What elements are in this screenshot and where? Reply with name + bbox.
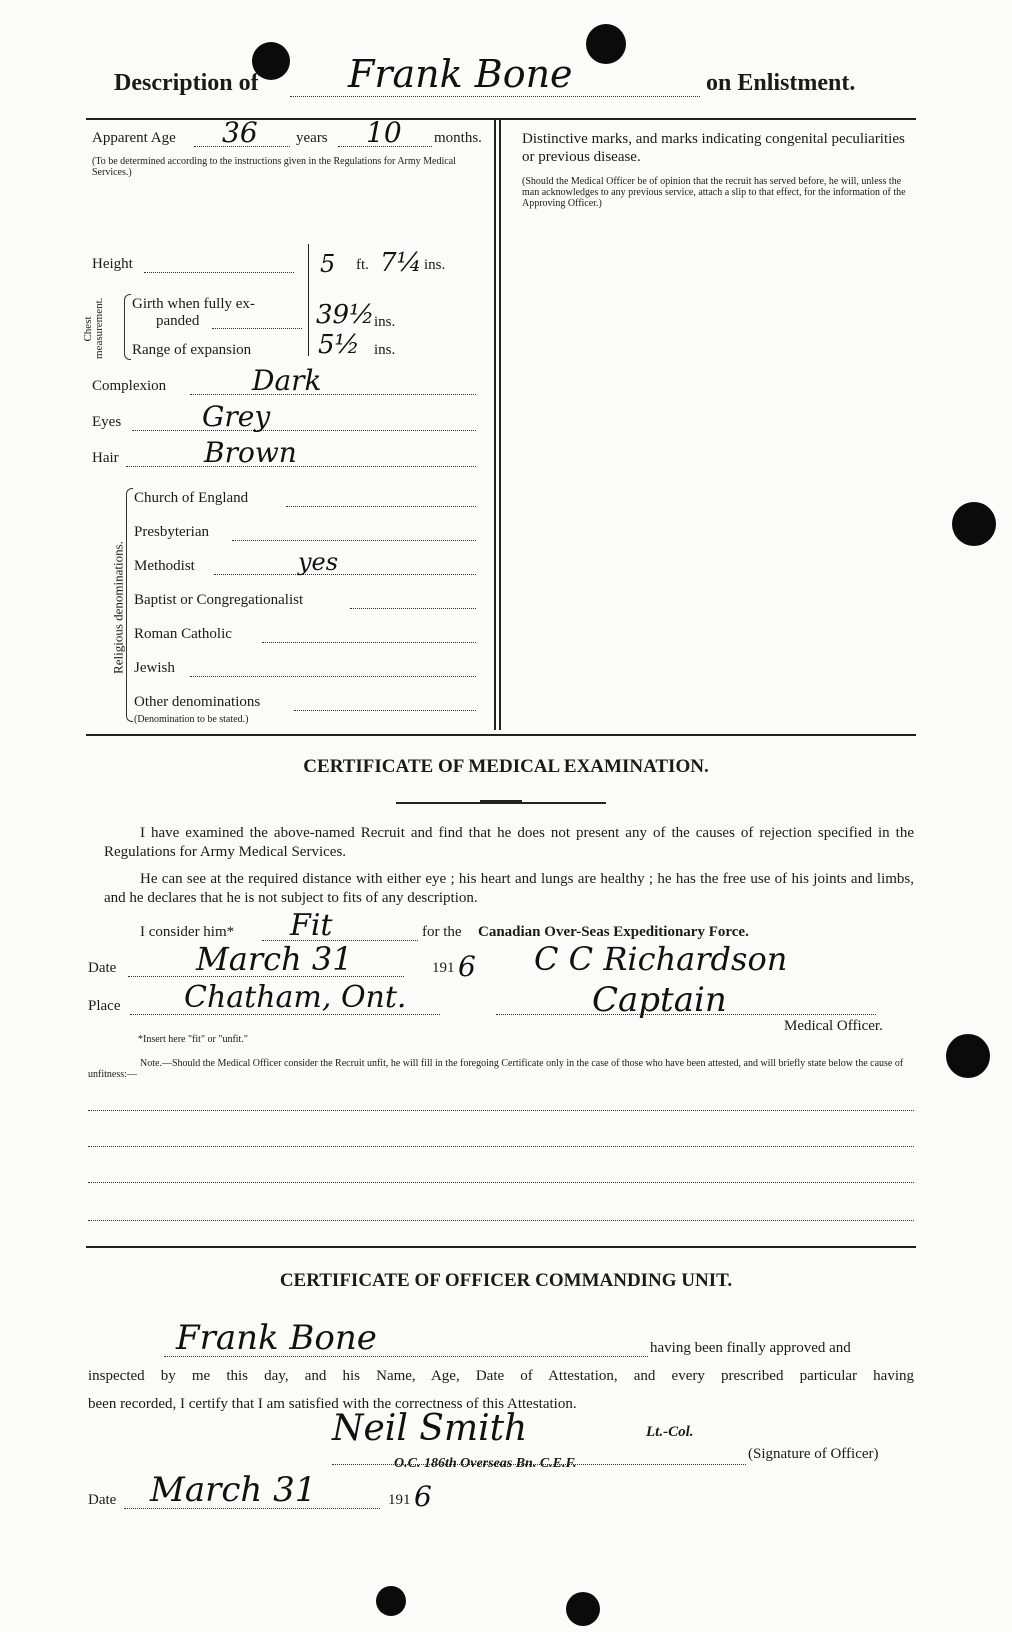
title-prefix: Description of [114,70,259,96]
description-bottom-rule [86,734,916,736]
medical-para-1: I have examined the above-named Recruit and find that he does not present any of the causes of rejection specified in the Regulations for Army Medical Services. [104,825,914,860]
punch-hole-bottom-left [376,1586,406,1616]
age-note: (To be determined according to the instructions given in the Regulations for Army Medical Services.) [92,156,456,178]
unfitness-line-2 [88,1146,914,1147]
jewish-line [190,676,476,677]
punch-hole-bottom-right [566,1592,600,1626]
unfitness-note: Note.—Should the Medical Officer consider the Recruit unfit, he will fill in the foregoing Certificate only in the case of those who have been attested, and will briefly state below the cause of unfitness:— [88,1058,904,1080]
eyes-line [132,430,476,431]
commanding-text-3: been recorded, I certify that I am satisfied with the correctness of this Attestation. [88,1396,577,1412]
measure-column-rule [308,244,309,356]
punch-hole-right-upper [952,502,996,546]
expansion-label: Range of expansion [132,342,252,358]
eyes-label: Eyes [92,414,122,430]
girth-unit: ins. [374,314,396,330]
denomination-other-note: (Denomination to be stated.) [134,714,249,725]
title-name-line [290,96,700,97]
place-label: Place [88,998,121,1014]
medical-year-prefix: 191 [432,960,455,976]
hair-label: Hair [92,450,119,466]
age-months-value: 10 [366,116,402,149]
denomination-jewish: Jewish [134,660,175,676]
commanding-year-digit: 6 [414,1480,432,1513]
height-line [144,272,294,273]
methodist-line [214,574,476,575]
commanding-stamp: O.C. 186th Overseas Bn. C.E.F. [394,1456,577,1471]
top-rule [86,118,916,120]
religious-denominations-label: Religious denominations. [110,541,126,674]
methodist-value: yes [298,548,339,576]
middle-divider-b [499,120,501,730]
girth-line [212,328,302,329]
punch-hole-right-lower [946,1034,990,1078]
medical-heading-rule-mark [480,800,522,804]
complexion-label: Complexion [92,378,167,394]
hair-line [126,466,476,467]
girth-value: 39½ [316,300,375,330]
punch-hole-top-right [586,24,626,64]
medical-bottom-rule [86,1246,916,1248]
religion-brace [126,488,133,722]
presbyterian-line [232,540,476,541]
denomination-methodist: Methodist [134,558,195,574]
medical-year-digit: 6 [458,950,476,983]
commanding-text-2: inspected by me this day, and his Name, Age, Date of Attestation, and every prescribed particular having [88,1368,914,1384]
distinctive-marks-note: (Should the Medical Officer be of opinion that the recruit has served before, he will, unless the man acknowledges to any previous service, attach a slip to that effect, for the information of the Approving Officer.) [522,176,906,209]
other-line [294,710,476,711]
height-ins-label: ins. [424,257,446,273]
consider-value: Fit [290,908,333,943]
girth-label-1: Girth when fully ex- [132,296,255,312]
commanding-name-value: Frank Bone [176,1318,377,1358]
medical-officer-signature: C C Richardson [534,940,788,978]
expansion-value: 5½ [318,330,360,360]
commanding-date-label: Date [88,1492,117,1508]
consider-prefix: I consider him* [140,924,235,940]
chest-measurement-label: Chest measurement. [82,297,105,359]
roman-catholic-line [262,642,476,643]
apparent-age-label: Apparent Age [92,130,176,146]
height-label: Height [92,256,133,272]
commanding-text-1: having been finally approved and [650,1340,851,1356]
title-suffix: on Enlistment. [706,70,856,96]
church-of-england-line [286,506,476,507]
place-value: Chatham, Ont. [184,980,407,1015]
denomination-baptist: Baptist or Congregationalist [134,592,304,608]
medical-date-value: March 31 [196,940,353,978]
baptist-line [350,608,476,609]
commanding-signature: Neil Smith [332,1408,528,1449]
expansion-unit: ins. [374,342,396,358]
consider-suffix-1: for the [422,924,462,940]
denomination-roman-catholic: Roman Catholic [134,626,232,642]
recruit-name: Frank Bone [348,52,573,96]
complexion-value: Dark [252,364,322,397]
height-ft-label: ft. [356,257,369,273]
years-label: years [296,130,328,146]
insert-note: *Insert here "fit" or "unfit." [138,1034,248,1045]
middle-divider-a [494,120,496,730]
medical-date-label: Date [88,960,117,976]
distinctive-marks-heading: Distinctive marks, and marks indicating congenital peculiarities or previous disease. [522,131,905,165]
signature-of-officer-label: (Signature of Officer) [748,1446,879,1462]
commanding-year-prefix: 191 [388,1492,411,1508]
commanding-rank: Lt.-Col. [646,1424,694,1440]
chest-brace [124,294,131,360]
girth-label-2: panded [156,313,200,329]
denomination-other: Other denominations [134,694,261,710]
unfitness-line-3 [88,1182,914,1183]
commanding-heading: CERTIFICATE OF OFFICER COMMANDING UNIT. [279,1270,733,1291]
eyes-value: Grey [202,400,271,433]
medical-officer-rank: Captain [592,980,727,1020]
unfitness-line-1 [88,1110,914,1111]
hair-value: Brown [204,436,297,469]
commanding-date-value: March 31 [150,1470,317,1510]
months-label: months. [434,130,482,146]
height-ins-value: 7¼ [380,248,422,278]
medical-para-2: He can see at the required distance with either eye ; his heart and lungs are healthy ; he has the free use of his joints and limbs, and he declares that he is not subject to fits of any description. [104,871,914,906]
age-years-value: 36 [222,116,258,149]
unfitness-line-4 [88,1220,914,1221]
denomination-church-of-england: Church of England [134,490,249,506]
denomination-presbyterian: Presbyterian [134,524,209,540]
medical-heading: CERTIFICATE OF MEDICAL EXAMINATION. [303,756,709,777]
height-ft-value: 5 [320,250,336,278]
medical-officer-label: Medical Officer. [784,1018,883,1034]
consider-suffix-2: Canadian Over-Seas Expeditionary Force. [478,924,749,940]
complexion-line [190,394,476,395]
